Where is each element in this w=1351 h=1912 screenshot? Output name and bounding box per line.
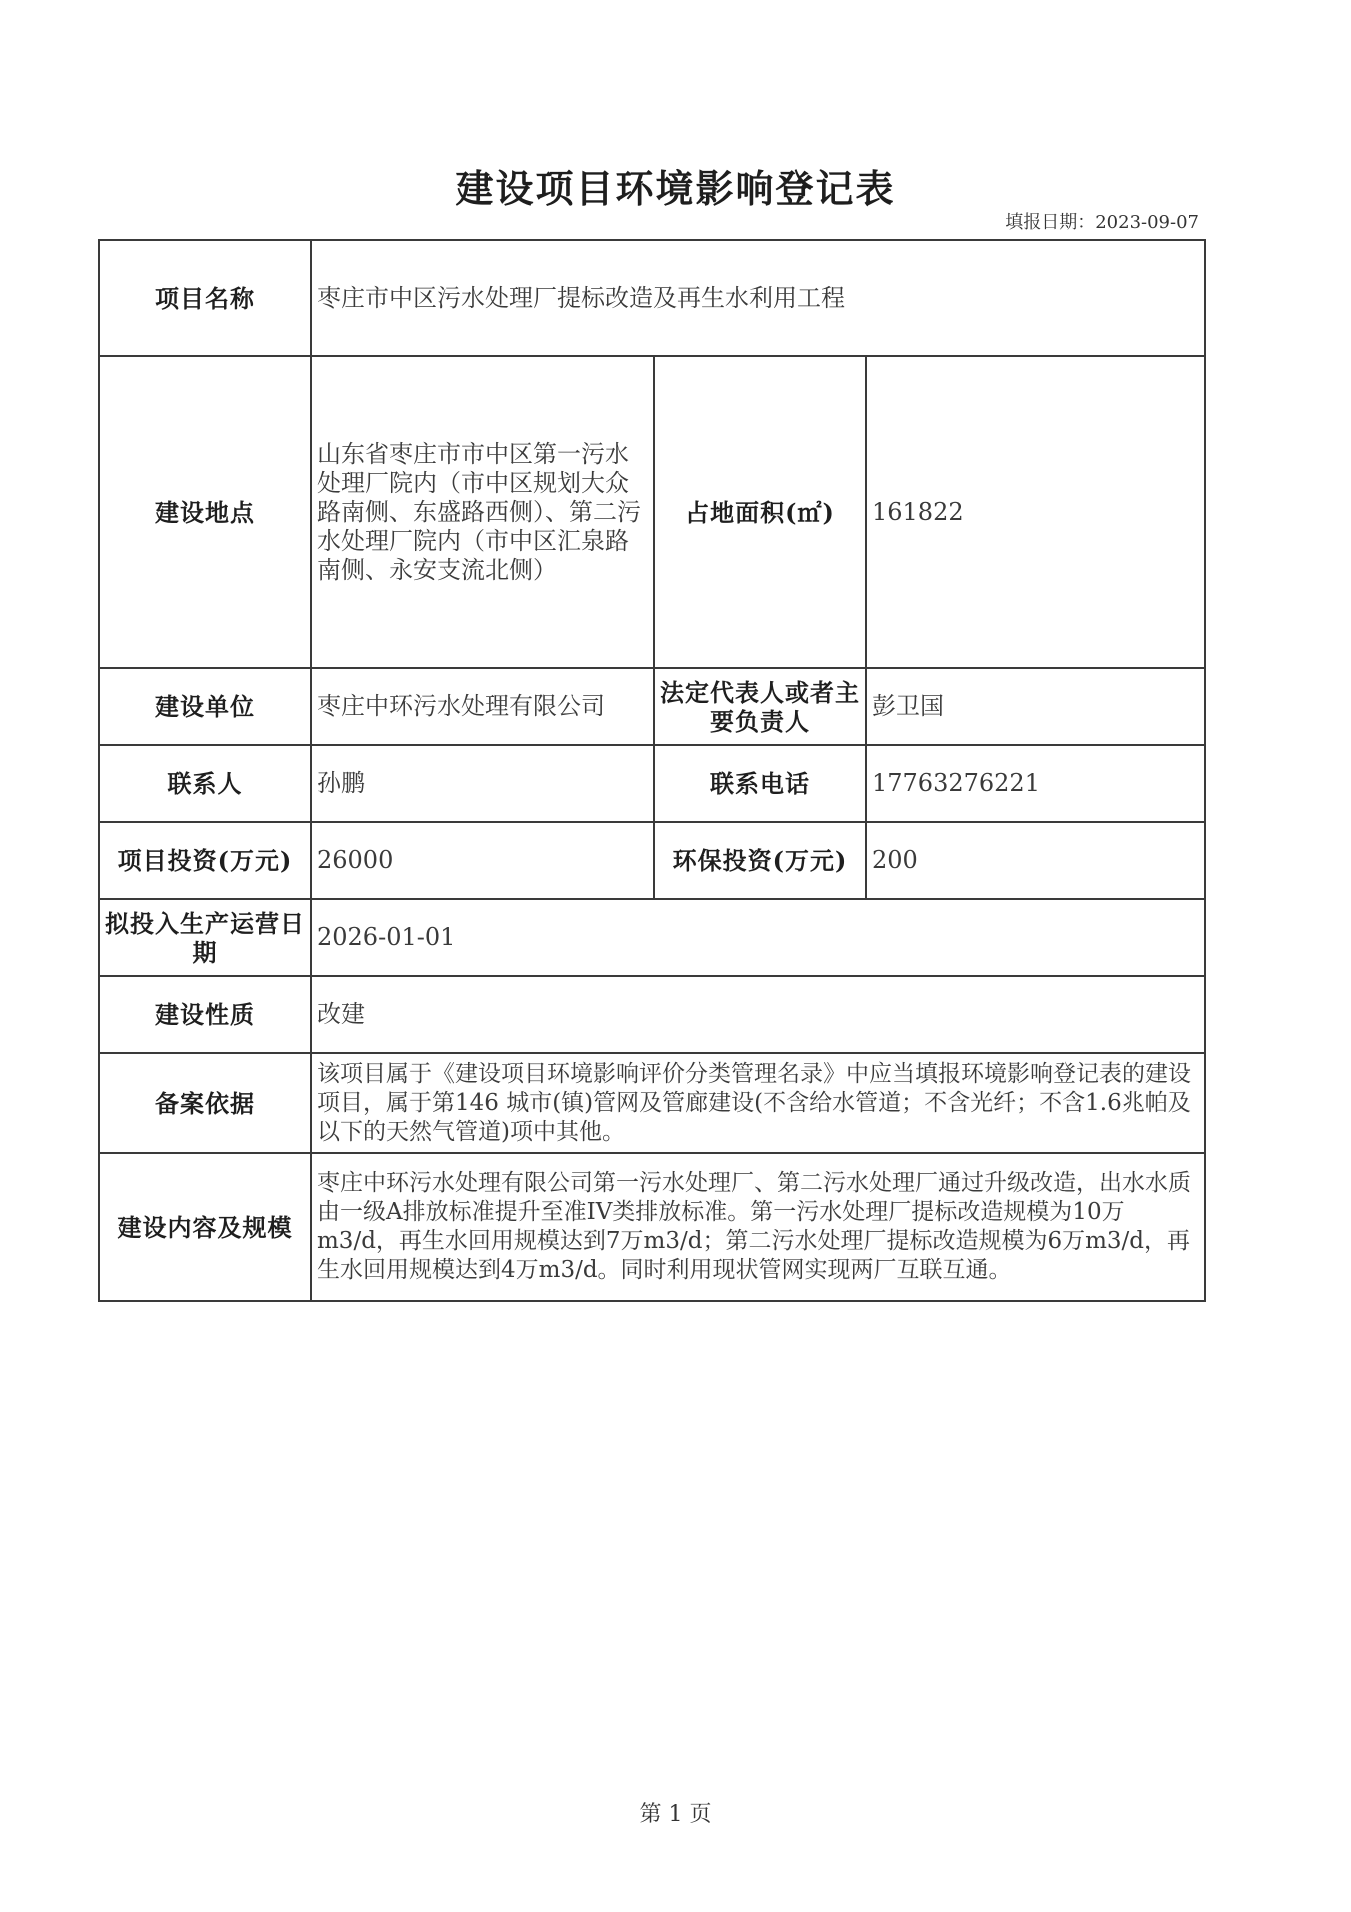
label-legal-rep: 法定代表人或者主要负责人 bbox=[654, 668, 866, 745]
value-content: 枣庄中环污水处理有限公司第一污水处理厂、第二污水处理厂通过升级改造，出水水质由一级A排放标准提升至准IV类排放标准。第一污水处理厂提标改造规模为10万m3/d，再生水回用规模达到7万m3/d；第二污水处理厂提标改造规模为6万m3/d，再生水回用规模达到4万m3/d。同时利用现状管网实现两厂互联互通。 bbox=[311, 1153, 1205, 1301]
value-location: 山东省枣庄市市中区第一污水处理厂院内（市中区规划大众路南侧、东盛路西侧）、第二污水处理厂院内（市中区汇泉路南侧、永安支流北侧） bbox=[311, 356, 654, 668]
row-nature bbox=[99, 976, 1205, 1053]
value-nature: 改建 bbox=[311, 976, 1205, 1053]
value-unit: 枣庄中环污水处理有限公司 bbox=[311, 668, 654, 745]
row-basis bbox=[99, 1053, 1205, 1153]
label-contact: 联系人 bbox=[99, 745, 311, 822]
value-project-name: 枣庄市中区污水处理厂提标改造及再生水利用工程 bbox=[311, 240, 1205, 356]
value-operation-date: 2026-01-01 bbox=[311, 899, 1205, 976]
label-content: 建设内容及规模 bbox=[99, 1153, 311, 1301]
row-project-name bbox=[99, 240, 1205, 356]
row-content bbox=[99, 1153, 1205, 1301]
row-contact bbox=[99, 745, 1205, 822]
value-area: 161822 bbox=[866, 356, 1205, 668]
label-nature: 建设性质 bbox=[99, 976, 311, 1053]
label-env-investment: 环保投资(万元) bbox=[654, 822, 866, 899]
label-project-name: 项目名称 bbox=[99, 240, 311, 356]
value-investment: 26000 bbox=[311, 822, 654, 899]
value-env-investment: 200 bbox=[866, 822, 1205, 899]
row-unit bbox=[99, 668, 1205, 745]
label-operation-date: 拟投入生产运营日期 bbox=[99, 899, 311, 976]
label-investment: 项目投资(万元) bbox=[99, 822, 311, 899]
label-phone: 联系电话 bbox=[654, 745, 866, 822]
fill-date: 填报日期：2023-09-07 bbox=[1005, 212, 1199, 233]
page-title: 建设项目环境影响登记表 bbox=[455, 166, 896, 211]
value-phone: 17763276221 bbox=[866, 745, 1205, 822]
page-number: 第 1 页 bbox=[639, 1802, 712, 1827]
label-unit: 建设单位 bbox=[99, 668, 311, 745]
registration-form-table bbox=[98, 239, 1206, 1302]
row-location bbox=[99, 356, 1205, 668]
label-location: 建设地点 bbox=[99, 356, 311, 668]
row-investment bbox=[99, 822, 1205, 899]
row-operation-date bbox=[99, 899, 1205, 976]
label-area: 占地面积(㎡) bbox=[654, 356, 866, 668]
label-basis: 备案依据 bbox=[99, 1053, 311, 1153]
value-legal-rep: 彭卫国 bbox=[866, 668, 1205, 745]
value-contact: 孙鹏 bbox=[311, 745, 654, 822]
value-basis: 该项目属于《建设项目环境影响评价分类管理名录》中应当填报环境影响登记表的建设项目，属于第146 城市(镇)管网及管廊建设(不含给水管道；不含光纤；不含1.6兆帕及以下的天然气管道)项中其他。 bbox=[311, 1053, 1205, 1153]
